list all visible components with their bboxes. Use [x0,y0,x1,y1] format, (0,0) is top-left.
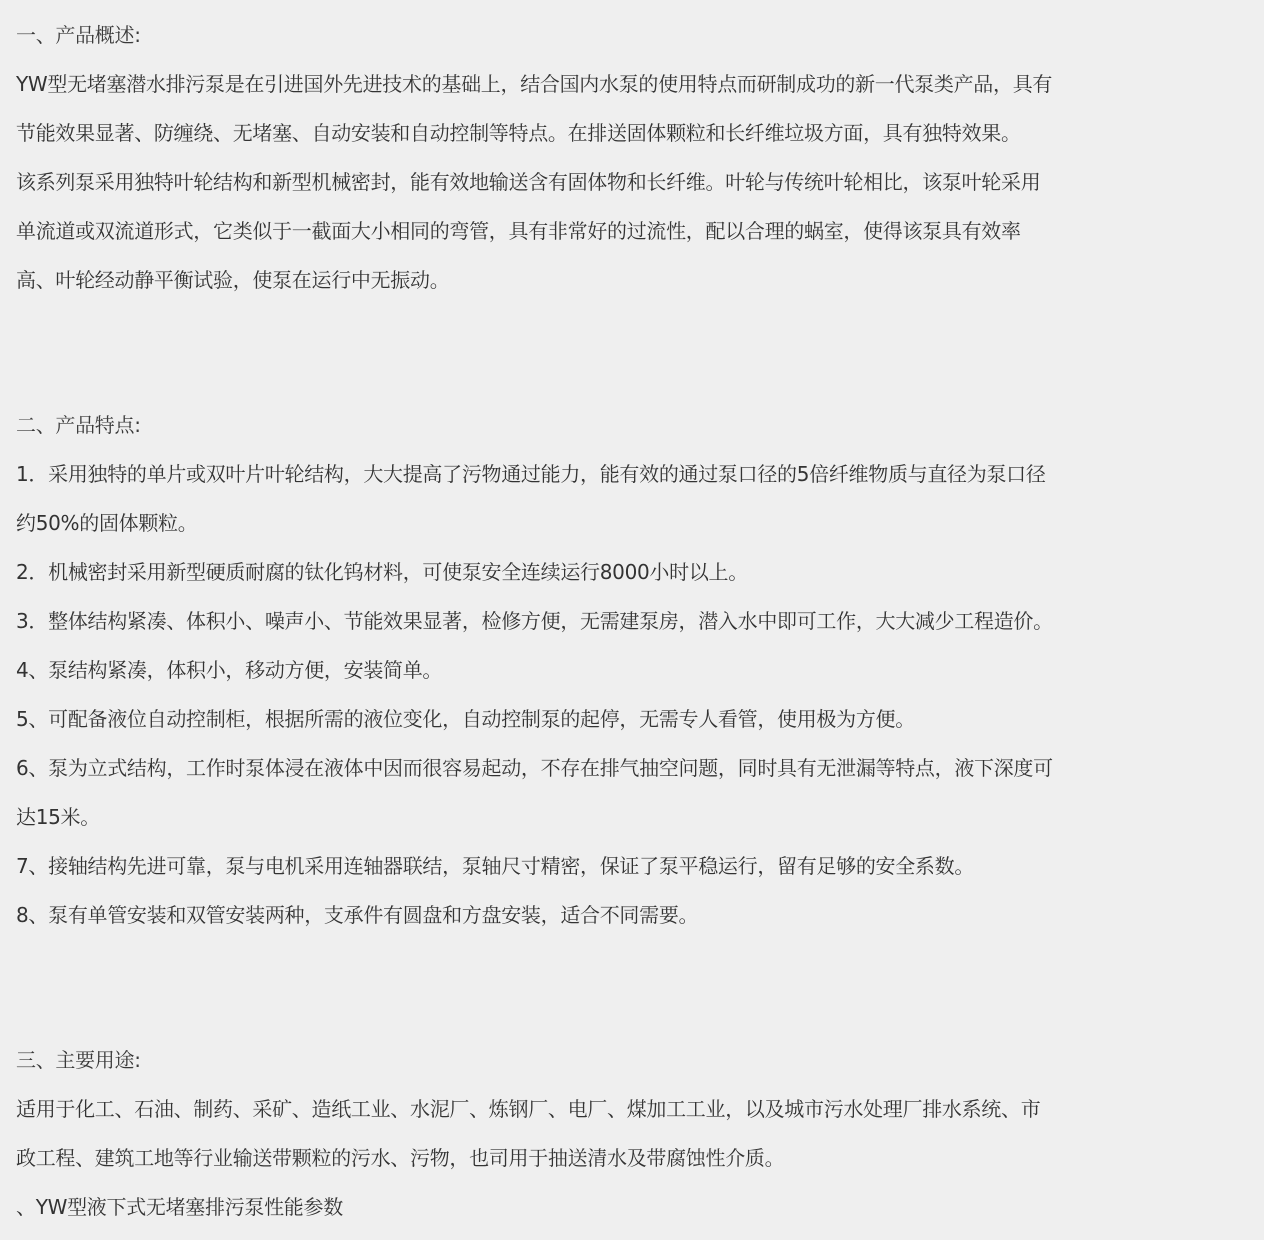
uses-line: 适用于化工、石油、制药、采矿、造纸工业、水泥厂、炼钢厂、电厂、煤加工工业，以及城市污水处理厂排水系统、市 [16,1097,1041,1121]
section-heading: 二、产品特点: [16,413,141,437]
feature-line: 达15米。 [16,805,100,829]
paragraph-line: YW型无堵塞潜水排污泵是在引进国外先进技术的基础上，结合国内水泵的使用特点而研制成功的新一代泵类产品，具有 [16,72,1053,96]
feature-line: 2．机械密封采用新型硬质耐腐的钛化钨材料，可使泵安全连续运行8000小时以上。 [16,560,748,584]
paragraph-line: 该系列泵采用独特叶轮结构和新型机械密封，能有效地输送含有固体物和长纤维。叶轮与传统叶轮相比，该泵叶轮采用 [16,170,1041,194]
section-overview [16,11,1264,305]
feature-line: 5、可配备液位自动控制柜，根据所需的液位变化，自动控制泵的起停，无需专人看管，使用极为方便。 [16,707,915,731]
feature-line: 8、泵有单管安装和双管安装两种，支承件有圆盘和方盘安装，适合不同需要。 [16,903,699,927]
feature-line: 6、泵为立式结构，工作时泵体浸在液体中因而很容易起动，不存在排气抽空问题，同时具有无泄漏等特点，液下深度可 [16,756,1053,780]
uses-line: 、YW型液下式无堵塞排污泵性能参数 [16,1195,343,1219]
paragraph-line: 单流道或双流道形式，它类似于一截面大小相同的弯管，具有非常好的过流性，配以合理的蜗室，使得该泵具有效率 [16,219,1021,243]
feature-line: 3．整体结构紧凑、体积小、噪声小、节能效果显著，检修方便，无需建泵房，潜入水中即可工作，大大减少工程造价。 [16,609,1053,633]
section-heading: 一、产品概述: [16,23,141,47]
section-heading: 三、主要用途: [16,1048,141,1072]
paragraph-line: 高、叶轮经动静平衡试验，使泵在运行中无振动。 [16,268,450,292]
section-uses [16,1036,1264,1232]
feature-line: 约50%的固体颗粒。 [16,511,198,535]
paragraph-line: 节能效果显著、防缠绕、无堵塞、自动安装和自动控制等特点。在排送固体颗粒和长纤维垃圾方面，具有独特效果。 [16,121,1021,145]
feature-line: 7、接轴结构先进可靠，泵与电机采用连轴器联结，泵轴尺寸精密，保证了泵平稳运行，留有足够的安全系数。 [16,854,975,878]
uses-line: 政工程、建筑工地等行业输送带颗粒的污水、污物，也司用于抽送清水及带腐蚀性介质。 [16,1146,785,1170]
section-gap [16,940,1264,1036]
section-features [16,401,1264,940]
feature-line: 4、泵结构紧凑，体积小，移动方便，安装简单。 [16,658,443,682]
feature-line: 1．采用独特的单片或双叶片叶轮结构，大大提高了污物通过能力，能有效的通过泵口径的5倍纤维物质与直径为泵口径 [16,462,1046,486]
section-gap [16,305,1264,401]
